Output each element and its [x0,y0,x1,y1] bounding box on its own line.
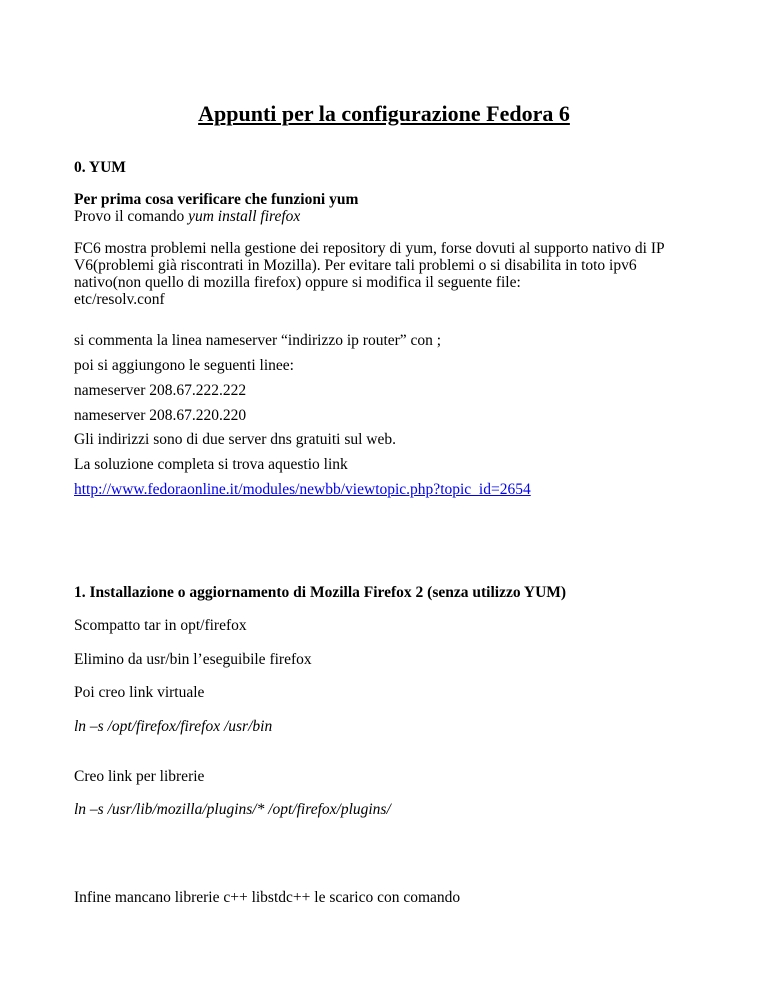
step-remove: Elimino da usr/bin l’eseguibile firefox [74,651,312,668]
yum-try-line [74,208,300,226]
nameserver-line-2: nameserver 208.67.220.220 [74,407,247,424]
comment-instruction: si commenta la linea nameserver “indirizzo ip router” con ; [74,332,442,349]
section-heading-yum: 0. YUM [74,159,126,176]
paragraph-line: V6(problemi già riscontrati in Mozilla). Per evitare tali problemi o si disabilita in toto ipv6 [74,257,637,274]
yum-check-heading: Per prima cosa verificare che funzioni yum [74,191,359,208]
paragraph-line: nativo(non quello di mozilla firefox) oppure si modifica il seguente file: [74,274,521,291]
section-heading-firefox: 1. Installazione o aggiornamento di Mozilla Firefox 2 (senza utilizzo YUM) [74,584,567,601]
paragraph-line: etc/resolv.conf [74,291,165,308]
nameserver-line-1: nameserver 208.67.222.222 [74,382,247,399]
solution-link[interactable]: http://www.fedoraonline.it/modules/newbb/viewtopic.php?topic_id=2654 [74,481,531,498]
dns-note: Gli indirizzi sono di due server dns gratuiti sul web. [74,431,396,448]
yum-try-prefix: Provo il comando [74,208,189,225]
command-link: ln –s /opt/firefox/firefox /usr/bin [74,718,273,735]
step-unpack: Scompatto tar in opt/firefox [74,617,247,634]
command-libs: ln –s /usr/lib/mozilla/plugins/* /opt/firefox/plugins/ [74,801,391,818]
solution-note: La soluzione completa si trova aquestio link [74,456,348,473]
final-line: Infine mancano librerie c++ libstdc++ le scarico con comando [74,889,461,906]
add-lines-instruction: poi si aggiungono le seguenti linee: [74,357,294,374]
step-libs: Creo link per librerie [74,768,205,785]
step-link: Poi creo link virtuale [74,684,205,701]
document-title: Appunti per la configurazione Fedora 6 [198,101,570,126]
yum-try-command: yum install firefox [188,208,301,225]
paragraph-line: FC6 mostra problemi nella gestione dei repository di yum, forse dovuti al supporto nativo di IP [74,240,665,257]
